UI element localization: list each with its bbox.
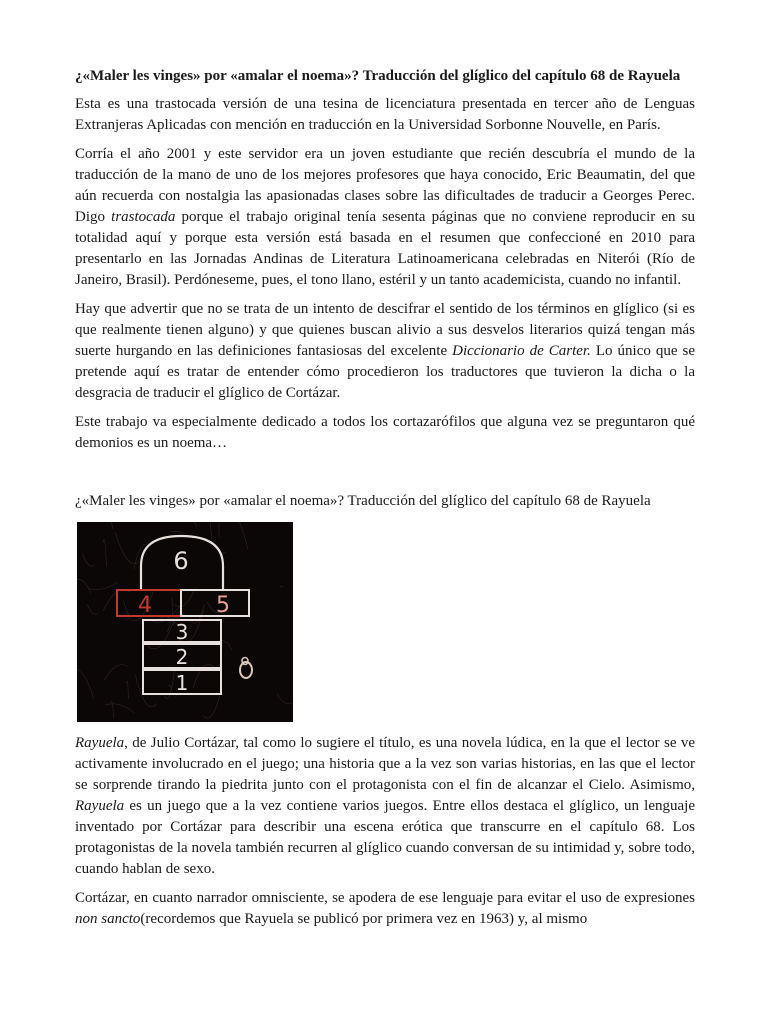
- italic-term: non sancto: [75, 911, 141, 927]
- hopscotch-number-5: 5: [216, 593, 230, 618]
- dedication-paragraph: Este trabajo va especialmente dedicado a todos los cortazarófilos que alguna vez se preguntaron qué demonios es un noema…: [75, 414, 695, 451]
- hopscotch-number-6: 6: [173, 547, 189, 575]
- paragraph-text: Lo único que se pretende aquí es tratar de entender cómo procedieron los traductores que tuvieron la dicha o la desgracia de traducir el glíglico de Cortázar.: [75, 343, 696, 401]
- paragraph-text: porque el trabajo original tenía sesenta páginas que no conviene reproducir en su totalidad aquí y porque esta versión está basada en el resumen que confeccioné en 2010 para presentarlo en las Jornadas Andinas de Literatura Latinoamericana celebradas en Niterói (Río de Janeiro, Brasil). Perdóneseme, pues, el tono llano, estéril y un tanto academicista, cuando no infantil.: [75, 209, 696, 288]
- paragraph-text: Hay que advertir que no se trata de un intento de descifrar el sentido de los términos en glíglico (si es que realmente tienen alguno) y que quienes buscan alivio a sus desvelos literarios quizá tengan más suerte hurgando en las definiciones fantasiosas del excelente: [75, 301, 695, 359]
- paragraph-text: Cortázar, en cuanto narrador omnisciente, se apodera de ese lenguaje para evitar el uso de expresiones: [75, 890, 695, 906]
- italic-title: Rayuela: [75, 735, 125, 751]
- document-title: ¿«Maler les vinges» por «amalar el noema»? Traducción del glíglico del capítulo 68 de Rayuela: [75, 68, 681, 84]
- hopscotch-number-4: 4: [138, 593, 152, 618]
- italic-title: Diccionario de Carter.: [452, 343, 591, 359]
- intro-paragraph: Esta es una trastocada versión de una tesina de licenciatura presentada en tercer año de Lenguas Extranjeras Aplicadas con mención en traducción en la Universidad Sorbonne Nouvelle, en París.: [75, 96, 695, 133]
- italic-title: Rayuela: [75, 798, 125, 814]
- paragraph-disclaimer: [75, 299, 695, 404]
- article-subtitle: ¿«Maler les vinges» por «amalar el noema»? Traducción del glíglico del capítulo 68 de Rayuela: [75, 493, 651, 509]
- hopscotch-number-3: 3: [175, 620, 189, 644]
- paragraph-text: Corría el año 2001 y este servidor era un joven estudiante que recién descubría el mundo de la traducción de la mano de uno de los mejores profesores que haya conocido, Eric Beaumatin, del que aún recuerda con nostalgia las apasionadas clases sobre las dificultades de traducir a Georges Perec. Digo: [75, 146, 695, 225]
- paragraph-text: (recordemos que Rayuela se publicó por primera vez en 1963) y, al mismo: [140, 911, 588, 927]
- italic-term: trastocada: [111, 209, 176, 225]
- document-content: [75, 66, 695, 938]
- hopscotch-image: [77, 522, 293, 722]
- paragraph-text: es un juego que a la vez contiene varios juegos. Entre ellos destaca el glíglico, un lenguaje inventado por Cortázar para describir una escena erótica que transcurre en el capítulo 68. Los protagonistas de la novela también recurren al glíglico cuando conversan de su intimidad y, sobre todo, cuando hablan de sexo.: [75, 798, 695, 877]
- paragraph-history: [75, 144, 695, 291]
- hopscotch-number-1: 1: [175, 671, 189, 695]
- paragraph-narrator: [75, 888, 695, 930]
- paragraph-rayuela: [75, 733, 695, 880]
- hopscotch-number-2: 2: [175, 645, 189, 669]
- paragraph-text: , de Julio Cortázar, tal como lo sugiere el título, es una novela lúdica, en la que el lector se ve activamente involucrado en el juego; una historia que a la vez son varias historias, en las que el lector se sorprende tirando la piedrita junto con el protagonista con el fin de alcanzar el Cielo. Asimismo,: [75, 735, 695, 793]
